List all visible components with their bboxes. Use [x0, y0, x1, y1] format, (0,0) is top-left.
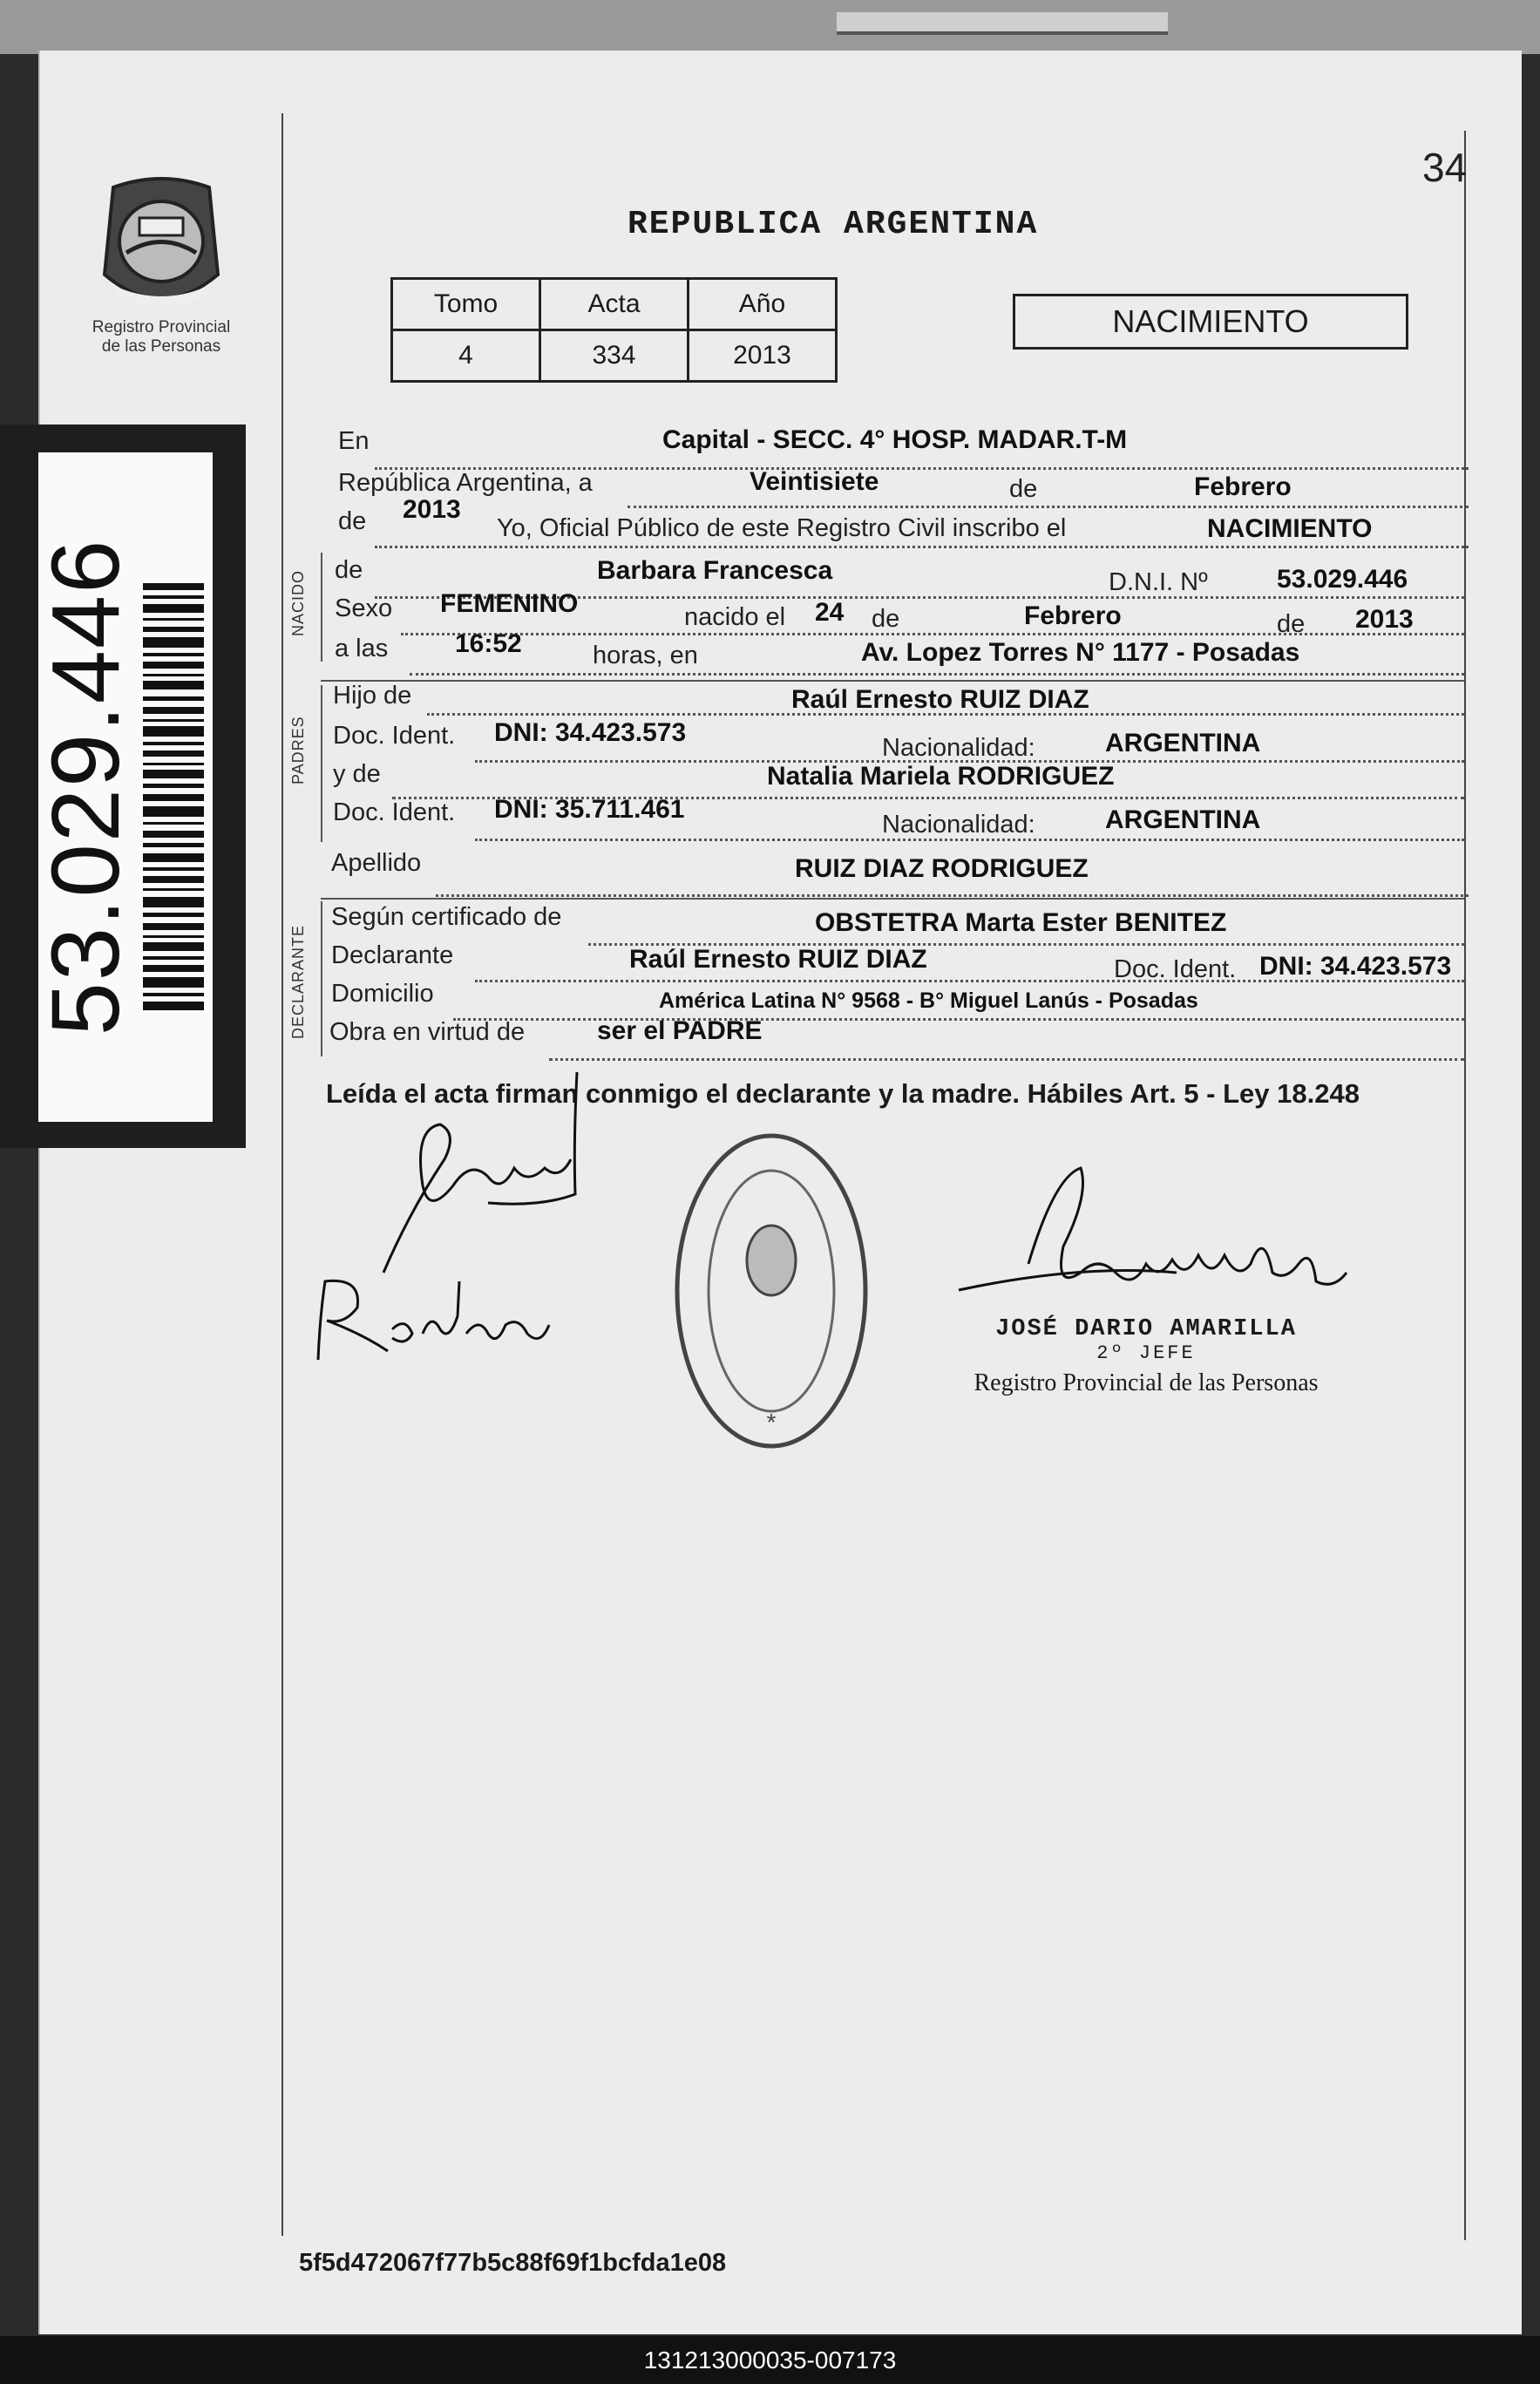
section-declarante: DECLARANTE: [289, 924, 307, 1039]
label-doc-madre: Doc. Ident.: [333, 798, 456, 826]
value-dni: 53.029.446: [1277, 565, 1408, 594]
document-title: REPUBLICA ARGENTINA: [628, 206, 1039, 243]
value-hora: 16:52: [455, 629, 522, 658]
label-sexo: Sexo: [335, 594, 393, 622]
registry-logo: [87, 170, 235, 357]
barcode-panel: [0, 425, 246, 1148]
top-strip: [0, 0, 1540, 54]
barcode-label: [32, 452, 213, 1122]
father-signature-icon: [331, 1063, 610, 1281]
label-hijo-de: Hijo de: [333, 682, 412, 710]
official-office: Registro Provincial de las Personas: [974, 1369, 1319, 1396]
label-nac-madre: Nacionalidad:: [882, 811, 1035, 839]
line-virtud: [549, 1058, 1464, 1061]
value-padre-dni: DNI: 34.423.573: [494, 718, 687, 747]
line-hora: [410, 673, 1464, 676]
official-rank: 2º JEFE: [1096, 1342, 1196, 1364]
value-tomo: 4: [392, 330, 540, 382]
label-nac-padre: Nacionalidad:: [882, 734, 1035, 762]
label-y-de: y de: [333, 760, 381, 788]
binder-clip: [837, 12, 1168, 35]
value-padre-nac: ARGENTINA: [1105, 729, 1261, 757]
value-acta: 334: [540, 330, 689, 382]
value-apellido: RUIZ DIAZ RODRIGUEZ: [795, 854, 1089, 883]
label-a-las: a las: [335, 635, 389, 662]
label-apellido: Apellido: [331, 849, 422, 877]
value-mes: Febrero: [1194, 472, 1292, 501]
value-acto: NACIMIENTO: [1207, 514, 1373, 543]
header-anio: Año: [689, 279, 837, 330]
value-domicilio: América Latina N° 9568 - B° Miguel Lanús - Posadas: [659, 988, 1198, 1013]
label-doc-declarante: Doc. Ident.: [1114, 955, 1237, 983]
value-virtud: ser el PADRE: [597, 1016, 763, 1045]
label-de-mes: de: [1009, 475, 1038, 503]
official-name: JOSÉ DARIO AMARILLA: [995, 1316, 1297, 1342]
label-nacido-el: nacido el: [684, 603, 786, 631]
line-de: [375, 546, 1469, 548]
barcode-number: 53.029.446: [32, 538, 139, 1036]
svg-text:*: *: [766, 1409, 777, 1436]
section-rule-2: [321, 898, 1464, 900]
value-madre: Natalia Mariela RODRIGUEZ: [767, 762, 1115, 791]
closing-statement: Leída el acta firman conmigo el declarante y la madre. Hábiles Art. 5 - Ley 18.248: [326, 1078, 1360, 1109]
label-segun-certificado: Según certificado de: [331, 903, 562, 931]
label-en: En: [338, 427, 370, 455]
mother-signature-icon: [309, 1264, 562, 1369]
label-de-nombre: de: [335, 556, 363, 584]
section-padres: PADRES: [289, 716, 307, 784]
label-de-anio-nac: de: [1277, 610, 1306, 638]
value-dia-nac: 24: [815, 598, 845, 627]
label-de-anio: de: [338, 507, 367, 535]
value-dia-letras: Veintisiete: [750, 467, 879, 496]
nacido-divider: [321, 553, 322, 662]
value-declarante-dni: DNI: 34.423.573: [1259, 952, 1452, 981]
value-anio-nac: 2013: [1355, 605, 1414, 634]
value-anio: 2013: [403, 495, 461, 524]
value-sexo: FEMENINO: [440, 589, 579, 618]
value-madre-nac: ARGENTINA: [1105, 805, 1261, 834]
official-signature-icon: [950, 1159, 1351, 1334]
value-anio: 2013: [689, 330, 837, 382]
value-lugar-nac: Av. Lopez Torres N° 1177 - Posadas: [861, 638, 1300, 667]
label-horas-en: horas, en: [593, 642, 698, 669]
label-domicilio: Domicilio: [331, 980, 434, 1008]
padres-divider: [321, 685, 322, 842]
label-de-mes-nac: de: [872, 605, 900, 633]
header-acta: Acta: [540, 279, 689, 330]
label-yo-oficial: Yo, Oficial Público de este Registro Civil inscribo el: [497, 514, 1067, 542]
line-apellido: [436, 894, 1469, 897]
line-republica: [628, 506, 1469, 508]
declarante-divider: [321, 901, 322, 1056]
value-nombre: Barbara Francesca: [597, 556, 833, 585]
register-table: [390, 277, 838, 383]
section-rule-1: [321, 680, 1464, 682]
value-lugar: Capital - SECC. 4° HOSP. MADAR.T-M: [662, 425, 1128, 454]
province-emblem-icon: [96, 170, 227, 318]
document-hash: 5f5d472067f77b5c88f69f1bcfda1e08: [299, 2249, 727, 2277]
label-dni: D.N.I. Nº: [1109, 568, 1208, 596]
header-tomo: Tomo: [392, 279, 540, 330]
left-margin-rule: [282, 113, 283, 2236]
label-doc-padre: Doc. Ident.: [333, 722, 456, 750]
value-declarante: Raúl Ernesto RUIZ DIAZ: [629, 945, 927, 974]
label-republica: República Argentina, a: [338, 469, 593, 497]
official-block: [963, 1316, 1329, 1397]
logo-caption-line1: Registro Provincial: [92, 318, 231, 336]
registry-stamp-icon: [671, 1130, 872, 1452]
label-declarante: Declarante: [331, 941, 454, 969]
section-nacido: NACIDO: [289, 569, 307, 636]
value-padre: Raúl Ernesto RUIZ DIAZ: [791, 685, 1089, 714]
barcode-icon: [143, 583, 204, 1019]
label-obra-en-virtud: Obra en virtud de: [329, 1018, 526, 1046]
value-certificado: OBSTETRA Marta Ester BENITEZ: [815, 908, 1227, 937]
page-number: 34: [1422, 145, 1468, 190]
right-margin-rule: [1464, 131, 1466, 2240]
logo-caption-line2: de las Personas: [101, 337, 221, 356]
value-mes-nac: Febrero: [1024, 601, 1122, 630]
value-madre-dni: DNI: 35.711.461: [494, 795, 685, 824]
footer-code: 131213000035-007173: [0, 2336, 1540, 2384]
document-type-box: NACIMIENTO: [1013, 294, 1408, 350]
